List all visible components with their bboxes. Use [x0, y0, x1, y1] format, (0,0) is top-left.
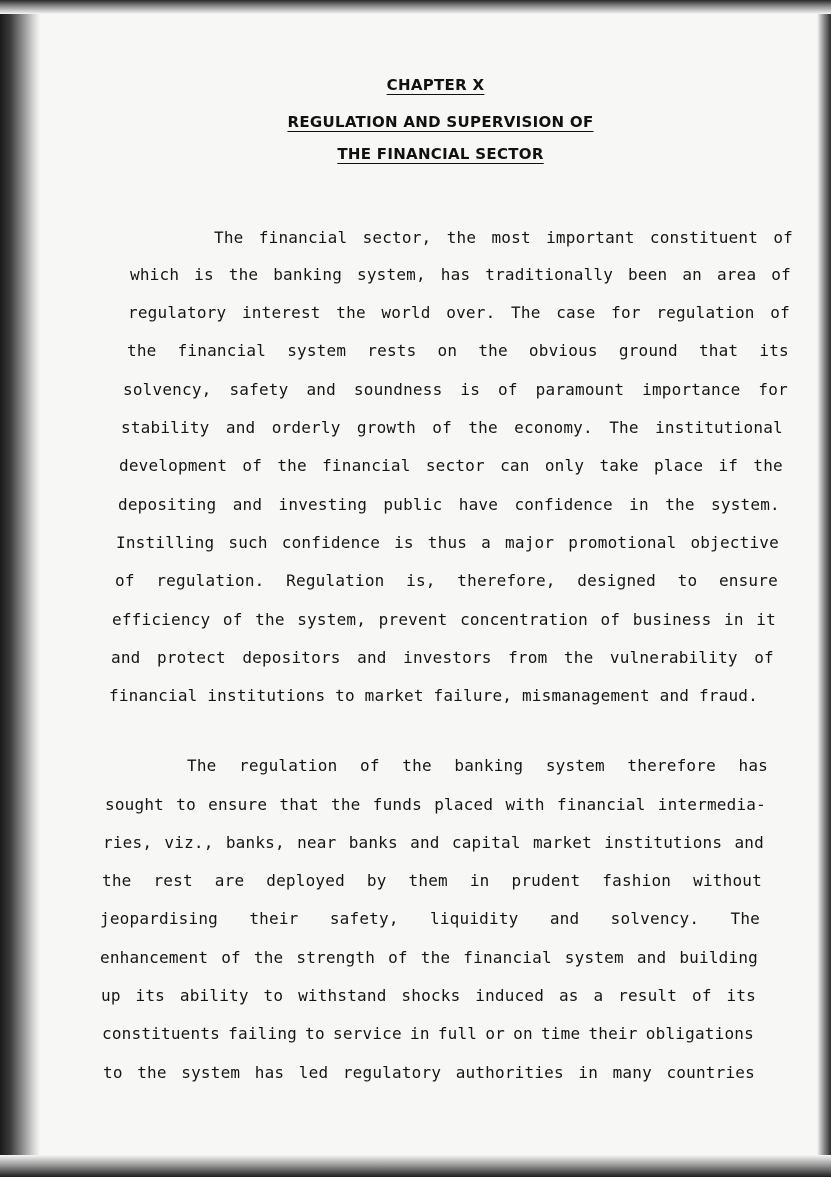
word: of	[770, 303, 790, 322]
word: the	[446, 228, 477, 247]
word: have	[458, 495, 499, 514]
word: protect	[156, 648, 226, 667]
word: system	[545, 756, 605, 775]
text-line	[103, 833, 764, 852]
word: is	[460, 380, 481, 399]
title-line-1	[25, 113, 831, 131]
word: strength	[296, 948, 376, 967]
text-line	[102, 1024, 754, 1043]
word: the	[563, 648, 594, 667]
bottom-page-edge	[0, 1155, 831, 1177]
word: therefore,	[457, 571, 556, 590]
word: regulation	[239, 756, 338, 775]
word: of	[754, 648, 774, 667]
word: The	[730, 909, 760, 928]
top-page-edge	[0, 0, 831, 14]
word: Instilling	[116, 533, 215, 552]
word: of	[432, 418, 452, 437]
word: for	[758, 380, 788, 399]
word: the	[336, 303, 366, 322]
word: a	[481, 533, 492, 552]
word: has	[440, 265, 471, 284]
word: growth	[356, 418, 416, 437]
word: of	[360, 756, 380, 775]
word: is,	[406, 571, 436, 590]
word: on	[513, 1024, 533, 1043]
word: constituent	[649, 228, 759, 247]
text-line	[111, 648, 774, 667]
word: development	[119, 456, 228, 475]
word: or	[485, 1024, 505, 1043]
word: regulation	[656, 303, 755, 322]
word: the	[277, 456, 307, 475]
word: banks	[348, 833, 398, 852]
text-line	[112, 610, 776, 629]
word: economy.	[514, 418, 593, 437]
text-line	[100, 948, 758, 967]
word: rest	[153, 871, 193, 890]
text-line	[103, 1063, 755, 1082]
word: to	[677, 571, 698, 590]
word: sought	[105, 795, 164, 814]
word: liquidity	[430, 909, 519, 928]
word: soundness	[353, 380, 443, 399]
word: of	[771, 265, 791, 284]
word: objective	[690, 533, 779, 552]
word: concentration	[460, 610, 588, 629]
word: sector,	[362, 228, 432, 247]
right-page-edge	[817, 0, 831, 1177]
word: area	[716, 265, 757, 284]
word: led	[298, 1063, 329, 1082]
word: vulnerability	[609, 648, 738, 667]
word: in	[409, 1024, 430, 1043]
word: the	[478, 341, 508, 360]
word: in	[578, 1063, 599, 1082]
word: and	[232, 495, 263, 514]
title-line-2	[25, 145, 831, 163]
word: them	[408, 871, 448, 890]
book-spine-shadow	[0, 0, 40, 1177]
word: the	[402, 756, 432, 775]
word: the	[331, 795, 361, 814]
word: has	[738, 756, 768, 775]
word: that	[698, 341, 739, 360]
word: up	[101, 986, 121, 1005]
word: that	[279, 795, 319, 814]
word: and	[111, 648, 141, 667]
word: ensure	[718, 571, 778, 590]
word: financial	[557, 795, 646, 814]
word: The	[214, 228, 244, 247]
word: of	[388, 948, 408, 967]
word: system,	[297, 610, 367, 629]
word: place	[654, 456, 704, 475]
word: obvious	[528, 341, 598, 360]
word: is	[394, 533, 414, 552]
word: investing	[278, 495, 368, 514]
word: The	[187, 756, 217, 775]
word: can	[500, 456, 530, 475]
word: if	[718, 456, 739, 475]
word: time	[540, 1024, 581, 1043]
word: to	[176, 795, 196, 814]
word: has	[254, 1063, 285, 1082]
word: only	[544, 456, 585, 475]
word: jeopardising	[100, 909, 218, 928]
word: in	[469, 871, 490, 890]
word: its	[759, 341, 789, 360]
word: the	[420, 948, 451, 967]
word: institutions	[604, 833, 723, 852]
title-line-1-text: REGULATION AND SUPERVISION OF	[287, 113, 594, 131]
word: institutional	[655, 418, 783, 437]
word: importance	[642, 380, 741, 399]
text-line	[119, 456, 783, 475]
word: rests	[367, 341, 417, 360]
text-line	[105, 795, 766, 814]
word: market	[532, 833, 592, 852]
word: induced	[475, 986, 545, 1005]
text-line	[115, 571, 778, 590]
word: case	[556, 303, 596, 322]
word: efficiency	[112, 610, 211, 629]
text-line	[130, 265, 791, 284]
word: with	[505, 795, 545, 814]
word: many	[612, 1063, 652, 1082]
chapter-heading-text: CHAPTER X	[386, 76, 485, 94]
text-line	[121, 418, 783, 437]
text-line: financial institutions to market failure, mismanagement and fraud.	[109, 686, 758, 705]
word: over.	[446, 303, 496, 322]
word: Regulation	[286, 571, 385, 590]
word: system.	[711, 495, 780, 514]
word: full	[437, 1024, 478, 1043]
word: interest	[241, 303, 321, 322]
word: countries	[666, 1063, 755, 1082]
word: which	[130, 265, 180, 284]
word: financial	[322, 456, 411, 475]
word: a	[593, 986, 604, 1005]
word: intermedia-	[657, 795, 766, 814]
text-line	[100, 909, 760, 928]
word: and	[734, 833, 764, 852]
word: the	[137, 1063, 167, 1082]
text-line	[123, 380, 788, 399]
word: to	[263, 986, 284, 1005]
word: the	[127, 341, 157, 360]
word: its	[726, 986, 756, 1005]
word: ability	[179, 986, 249, 1005]
word: by	[366, 871, 387, 890]
word: of	[773, 228, 793, 247]
word: ensure	[208, 795, 268, 814]
text-line	[118, 495, 780, 514]
text-line	[101, 986, 756, 1005]
word: the	[255, 610, 285, 629]
word: and	[410, 833, 440, 852]
word: of	[221, 948, 241, 967]
word: result	[618, 986, 678, 1005]
word: depositors	[242, 648, 341, 667]
word: financial	[463, 948, 552, 967]
word: from	[508, 648, 548, 667]
word: The	[609, 418, 639, 437]
word: system,	[357, 265, 426, 284]
word: investors	[403, 648, 492, 667]
word: solvency.	[610, 909, 700, 928]
word: and	[306, 380, 336, 399]
word: and	[357, 648, 387, 667]
word: and	[549, 909, 580, 928]
word: enhancement	[100, 948, 209, 967]
word: paramount	[535, 380, 625, 399]
word: regulatory	[342, 1063, 442, 1082]
text-line	[214, 228, 793, 247]
word: solvency,	[123, 380, 212, 399]
word: building	[679, 948, 758, 967]
chapter-heading	[20, 76, 831, 94]
word: failing	[228, 1024, 297, 1043]
word: The	[511, 303, 541, 322]
word: the	[468, 418, 498, 437]
word: near	[297, 833, 337, 852]
word: system	[564, 948, 624, 967]
word: world	[381, 303, 431, 322]
word: to	[103, 1063, 123, 1082]
word: regulatory	[128, 303, 227, 322]
word: take	[599, 456, 639, 475]
word: and	[225, 418, 256, 437]
word: the	[665, 495, 695, 514]
word: are	[214, 871, 245, 890]
word: safety	[229, 380, 289, 399]
word: regulation.	[156, 571, 265, 590]
text-line	[128, 303, 790, 322]
word: shocks	[401, 986, 461, 1005]
word: in	[629, 495, 649, 514]
word: of	[498, 380, 518, 399]
word: the	[253, 948, 284, 967]
word: prevent	[378, 610, 448, 629]
word: most	[491, 228, 531, 247]
word: system	[287, 341, 347, 360]
word: of	[600, 610, 621, 629]
word: deployed	[266, 871, 345, 890]
word: system	[181, 1063, 241, 1082]
word: for	[611, 303, 641, 322]
word: ground	[618, 341, 678, 360]
word: financial	[177, 341, 267, 360]
word: constituents	[102, 1024, 220, 1043]
word: is	[194, 265, 214, 284]
word: financial	[258, 228, 348, 247]
word: of	[222, 610, 243, 629]
word: of	[242, 456, 263, 475]
word: business	[632, 610, 712, 629]
word: prudent	[511, 871, 581, 890]
word: confidence	[281, 533, 381, 552]
word: an	[682, 265, 702, 284]
word: traditionally	[485, 265, 614, 284]
word: thus	[427, 533, 468, 552]
word: as	[558, 986, 579, 1005]
word: the	[753, 456, 783, 475]
text-line	[102, 871, 762, 890]
word: the	[102, 871, 132, 890]
word: their	[249, 909, 299, 928]
word: of	[691, 986, 712, 1005]
word: been	[628, 265, 668, 284]
word: on	[437, 341, 458, 360]
word: to	[305, 1024, 325, 1043]
word: banking	[273, 265, 343, 284]
word: public	[383, 495, 443, 514]
word: safety,	[329, 909, 399, 928]
word: their	[588, 1024, 638, 1043]
word: important	[546, 228, 635, 247]
word: such	[228, 533, 268, 552]
word: funds	[372, 795, 422, 814]
word: stability	[121, 418, 210, 437]
title-line-2-text: THE FINANCIAL SECTOR	[337, 145, 544, 163]
word: promotional	[568, 533, 677, 552]
word: placed	[434, 795, 494, 814]
word: withstand	[298, 986, 387, 1005]
word: service	[332, 1024, 402, 1043]
word: in	[723, 610, 744, 629]
word: and	[636, 948, 667, 967]
text-line	[127, 341, 789, 360]
word: fashion	[602, 871, 672, 890]
word: designed	[577, 571, 656, 590]
word: banking	[454, 756, 524, 775]
word: sector	[425, 456, 485, 475]
word: major	[505, 533, 555, 552]
word: the	[228, 265, 259, 284]
text-line	[116, 533, 779, 552]
word: ries,	[103, 833, 153, 852]
word: its	[135, 986, 166, 1005]
word: orderly	[271, 418, 341, 437]
word: obligations	[645, 1024, 754, 1043]
word: capital	[451, 833, 521, 852]
word: it	[756, 610, 776, 629]
word: without	[693, 871, 762, 890]
word: banks,	[225, 833, 285, 852]
word: confidence	[514, 495, 613, 514]
word: of	[115, 571, 135, 590]
word: depositing	[118, 495, 217, 514]
word: viz.,	[164, 833, 214, 852]
word: therefore	[627, 756, 716, 775]
text-line	[187, 756, 768, 775]
word: authorities	[455, 1063, 564, 1082]
